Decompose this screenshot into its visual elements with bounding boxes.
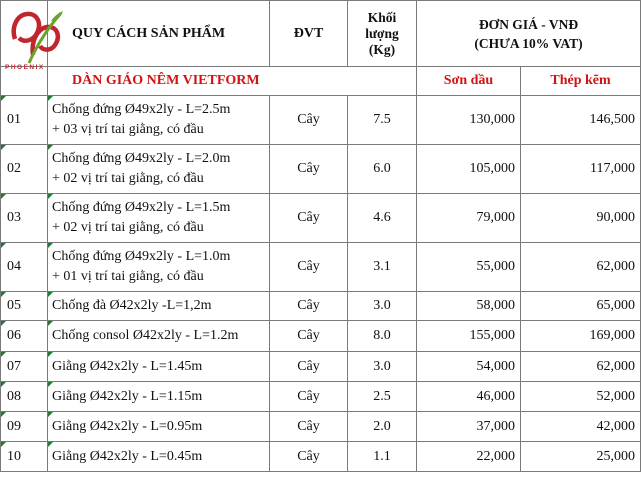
cell-marker: [48, 194, 53, 199]
row-weight: 8.0: [348, 321, 417, 352]
row-unit: Cây: [270, 321, 348, 352]
cell-marker: [1, 412, 6, 417]
row-number: [1, 352, 48, 382]
cell-marker: [48, 96, 53, 101]
row-number-text: 01: [7, 112, 21, 127]
cell-marker: [1, 243, 6, 248]
row-unit: Cây: [270, 292, 348, 321]
cell-marker: [48, 442, 53, 447]
row-description-line1: Chống đà Ø42x2ly -L=1,2m: [52, 298, 212, 313]
row-price-paint: 79,000: [417, 194, 521, 243]
row-price-paint: 55,000: [417, 243, 521, 292]
section-row: [1, 67, 641, 96]
row-price-paint: 46,000: [417, 382, 521, 412]
spec-header: [48, 1, 270, 67]
row-number: [1, 292, 48, 321]
row-price-paint: 58,000: [417, 292, 521, 321]
row-number: [1, 243, 48, 292]
row-description-line1: Chống đứng Ø49x2ly - L=1.0m: [52, 249, 231, 264]
row-unit: Cây: [270, 145, 348, 194]
row-unit: Cây: [270, 352, 348, 382]
cell-marker: [1, 442, 6, 447]
table-row: [1, 243, 641, 292]
cell-marker: [48, 145, 53, 150]
row-weight: 1.1: [348, 442, 417, 472]
row-price-galv: 25,000: [521, 442, 641, 472]
row-price-paint: 22,000: [417, 442, 521, 472]
row-description: [48, 321, 270, 352]
row-unit: Cây: [270, 412, 348, 442]
row-description-line2: + 02 vị trí tai giằng, có đầu: [52, 220, 204, 235]
row-description-line1: Chống đứng Ø49x2ly - L=2.0m: [52, 151, 231, 166]
row-number-text: 08: [7, 388, 21, 404]
row-number: [1, 321, 48, 352]
unit-header: ĐVT: [270, 1, 348, 67]
row-description: [48, 442, 270, 472]
logo-brand-text: PHOENIX: [5, 64, 45, 71]
row-weight: 3.0: [348, 352, 417, 382]
row-number-text: 03: [7, 210, 21, 225]
cell-marker: [1, 382, 6, 387]
row-description-line1: Chống consol Ø42x2ly - L=1.2m: [52, 328, 239, 343]
cell-marker: [1, 96, 6, 101]
cell-marker: [1, 194, 6, 199]
table-row: [1, 321, 641, 352]
row-description: [48, 292, 270, 321]
table-row: [1, 382, 641, 412]
row-price-paint: 54,000: [417, 352, 521, 382]
row-price-galv: 52,000: [521, 382, 641, 412]
cell-marker: [48, 243, 53, 248]
row-number-text: 02: [7, 161, 21, 176]
row-number: [1, 382, 48, 412]
row-description-line2: + 01 vị trí tai giằng, có đầu: [52, 269, 204, 284]
row-description: [48, 145, 270, 194]
row-price-galv: 42,000: [521, 412, 641, 442]
row-weight: 4.6: [348, 194, 417, 243]
row-price-paint: 105,000: [417, 145, 521, 194]
row-price-galv: 65,000: [521, 292, 641, 321]
row-price-galv: 62,000: [521, 243, 641, 292]
row-number-text: 10: [7, 448, 21, 464]
weight-header-line3: (Kg): [368, 41, 396, 57]
col-paint-label: Sơn dầu: [417, 67, 521, 96]
row-description-line1: Giằng Ø42x2ly - L=0.95m: [52, 418, 203, 434]
table-row: [1, 96, 641, 145]
row-description: [48, 96, 270, 145]
price-header-line2: (CHƯA 10% VAT): [474, 35, 583, 51]
price-header-line1: ĐƠN GIÁ - VNĐ: [478, 16, 579, 32]
row-number: [1, 412, 48, 442]
row-number: [1, 194, 48, 243]
row-weight: 2.5: [348, 382, 417, 412]
cell-marker: [48, 321, 53, 326]
header-row: [1, 1, 641, 67]
table-row: [1, 292, 641, 321]
row-description-line1: Chống đứng Ø49x2ly - L=1.5m: [52, 200, 231, 215]
row-description-line2: + 03 vị trí tai giằng, có đầu: [52, 122, 204, 137]
row-weight: 6.0: [348, 145, 417, 194]
row-unit: Cây: [270, 382, 348, 412]
cell-marker: [1, 145, 6, 150]
logo-cell: [1, 1, 48, 71]
row-description-line2: + 02 vị trí tai giằng, có đầu: [52, 171, 204, 186]
table-row: [1, 194, 641, 243]
cell-marker: [48, 382, 53, 387]
row-number-text: 05: [7, 298, 21, 313]
table-row: [1, 442, 641, 472]
row-description-line1: Giằng Ø42x2ly - L=0.45m: [52, 448, 203, 464]
row-price-paint: 155,000: [417, 321, 521, 352]
row-number-text: 09: [7, 418, 21, 434]
row-unit: Cây: [270, 442, 348, 472]
row-weight: 3.1: [348, 243, 417, 292]
row-price-galv: 146,500: [521, 96, 641, 145]
row-unit: Cây: [270, 194, 348, 243]
cell-marker: [48, 292, 53, 297]
row-description: [48, 194, 270, 243]
row-price-galv: 90,000: [521, 194, 641, 243]
row-price-paint: 37,000: [417, 412, 521, 442]
row-price-galv: 117,000: [521, 145, 641, 194]
row-description-line1: Chống đứng Ø49x2ly - L=2.5m: [52, 102, 231, 117]
section-title: DÀN GIÁO NÊM VIETFORM: [48, 67, 417, 96]
row-unit: Cây: [270, 96, 348, 145]
row-price-galv: 169,000: [521, 321, 641, 352]
row-number: [1, 145, 48, 194]
table-row: [1, 412, 641, 442]
cell-marker: [1, 292, 6, 297]
price-header: [417, 1, 641, 67]
weight-header-line1: Khối: [367, 9, 397, 25]
row-price-paint: 130,000: [417, 96, 521, 145]
row-unit: Cây: [270, 243, 348, 292]
row-weight: 2.0: [348, 412, 417, 442]
row-description: [48, 382, 270, 412]
cell-marker: [1, 352, 6, 357]
cell-marker: [1, 321, 6, 326]
row-weight: 7.5: [348, 96, 417, 145]
row-number-text: 06: [7, 328, 21, 343]
row-description-line1: Giằng Ø42x2ly - L=1.45m: [52, 358, 203, 374]
cell-marker: [48, 352, 53, 357]
row-description-line1: Giằng Ø42x2ly - L=1.15m: [52, 388, 203, 404]
row-number: [1, 442, 48, 472]
row-number-text: 04: [7, 259, 21, 274]
spec-header-label: QUY CÁCH SẢN PHẨM: [72, 25, 226, 41]
weight-header-line2: lượng: [365, 25, 399, 41]
row-price-galv: 62,000: [521, 352, 641, 382]
row-number-text: 07: [7, 358, 21, 374]
weight-header: [348, 1, 417, 67]
row-weight: 3.0: [348, 292, 417, 321]
row-number: [1, 96, 48, 145]
row-description: [48, 243, 270, 292]
table-row: [1, 145, 641, 194]
cell-marker: [48, 412, 53, 417]
row-description: [48, 412, 270, 442]
rows-body: [1, 96, 641, 472]
col-galv-label: Thép kẽm: [521, 67, 641, 96]
table-row: [1, 352, 641, 382]
row-description: [48, 352, 270, 382]
